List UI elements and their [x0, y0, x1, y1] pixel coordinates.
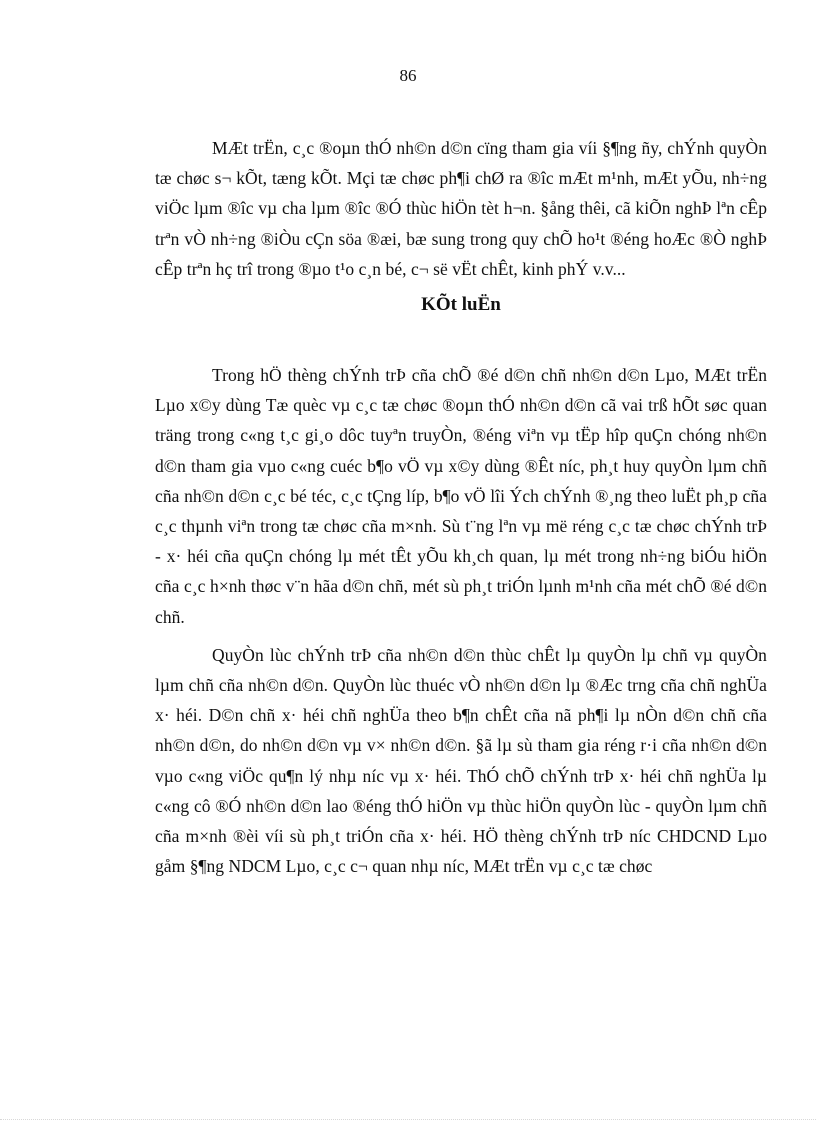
page-number: 86 — [399, 66, 417, 85]
body-paragraph: Trong hÖ thèng chÝnh trÞ cña chÕ ®é d©n chñ nh©n d©n Lµo, MÆt trËn Lµo x©y dùng Tæ quèc vµ c¸c tæ chøc ®oµn thÓ nh©n d©n cã vai trß hÕt søc quan träng trong c«ng t¸c gi¸o dôc tuyªn truyÒn, ®éng viªn vµ tËp hîp quÇn chóng nh©n d©n tham gia vµo c«ng cuéc b¶o vÖ vµ x©y dùng ®Êt níc, ph¸t huy quyÒn lµm chñ cña nh©n d©n c¸c bé téc, c¸c tÇng líp, b¶o vÖ lîi Ých chÝnh ®¸ng theo luËt ph¸p cña c¸c thµnh viªn trong tæ chøc cña m×nh. Sù t¨ng lªn vµ më réng c¸c tæ chøc chÝnh trÞ - x· héi cña quÇn chóng lµ mét tÊt yÕu kh¸ch quan, lµ mét trong nh÷ng biÓu hiÖn cña c¸c h×nh thøc v¨n hãa d©n chñ, mét sù ph¸t triÓn lµnh m¹nh cña mét chÕ ®é d©n chñ. — [155, 365, 767, 627]
body-paragraph: QuyÒn lùc chÝnh trÞ cña nh©n d©n thùc chÊt lµ quyÒn lµ chñ vµ quyÒn lµm chñ cña nh©n d©n. QuyÒn lùc thuéc vÒ nh©n d©n lµ ®Æc trng cña chñ nghÜa x· héi. D©n chñ x· héi chñ nghÜa theo b¶n chÊt cña nã ph¶i lµ nÒn d©n chñ cña nh©n d©n, do nh©n d©n vµ v× nh©n d©n. §ã lµ sù tham gia réng r·i cña nh©n d©n vµo c«ng viÖc qu¶n lý nhµ níc vµ x· héi. ThÓ chÕ chÝnh trÞ x· héi chñ nghÜa lµ c«ng cô ®Ó nh©n d©n lao ®éng thÓ hiÖn vµ thùc hiÖn quyÒn lùc - quyÒn lµm chñ cña m×nh ®èi víi sù ph¸t triÓn cña x· héi. HÖ thèng chÝnh trÞ níc CHDCND Lµo gåm §¶ng NDCM Lµo, c¸c c¬ quan nhµ níc, MÆt trËn vµ c¸c tæ chøc — [155, 644, 767, 877]
page-bottom-divider — [0, 1119, 816, 1120]
section-heading: KÕt luËn — [421, 294, 501, 316]
document-body — [155, 133, 767, 881]
body-paragraph: MÆt trËn, c¸c ®oµn thÓ nh©n d©n cïng tham gia víi §¶ng ñy, chÝnh quyÒn tæ chøc s¬ kÕt, tæng kÕt. Mçi tæ chøc ph¶i chØ ra ®îc mÆt m¹nh, mÆt yÕu, nh÷ng viÖc lµm ®îc vµ cha lµm ®îc ®Ó thùc hiÖn tèt h¬n. §ång thêi, cã kiÕn nghÞ lªn cÊp trªn vÒ nh÷ng ®iÒu cÇn söa ®æi, bæ sung trong quy chÕ ho¹t ®éng hoÆc ®Ò nghÞ cÊp trªn hç trî trong ®µo t¹o c¸n bé, c¬ së vËt chÊt, kinh phÝ v.v... — [155, 138, 767, 279]
heading-spacer — [155, 320, 767, 360]
